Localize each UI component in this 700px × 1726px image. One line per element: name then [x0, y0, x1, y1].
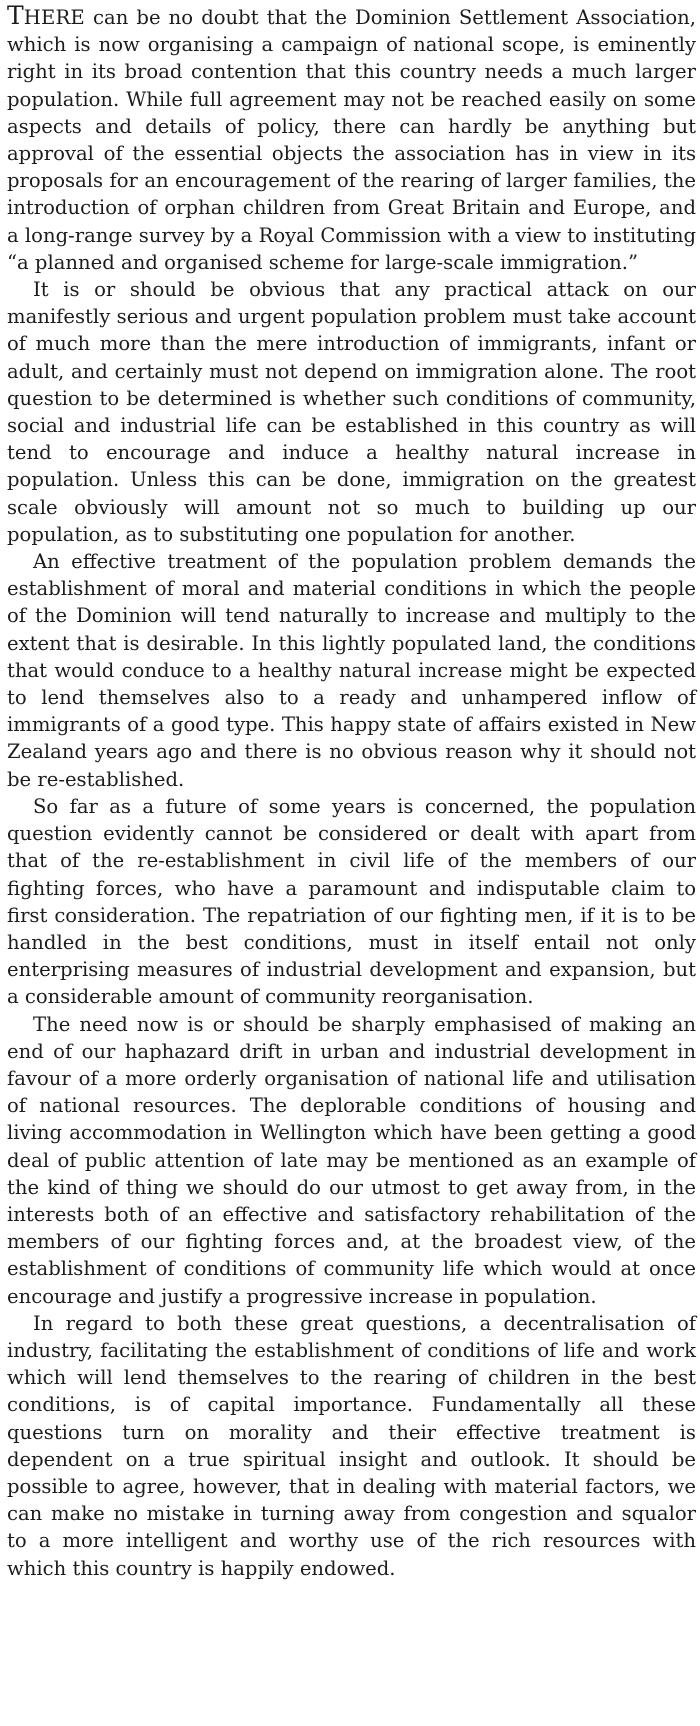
lead-word: HERE [23, 6, 85, 29]
paragraph-text: can be no doubt that the Dominion Settlement Association, which is now organising a campaign of national scope, is eminently right in its broad contention that this country needs a much larger population. While full agreement may not be reached easily on some aspects and details of policy, there can hardly be anything but approval of the essential objects the association has in view in its proposals for an encouragement of the rearing of larger families, the introduction of orphan children from Great Britain and Europe, and a long-range survey by a Royal Commission with a view to instituting “a planned and organised scheme for large-scale immigration.” [7, 6, 696, 274]
article-paragraph-4: So far as a future of some years is concerned, the population question evidently cannot be considered or dealt with apart from that of the re-establishment in civil life of the members of our fighting forces, who have a paramount and indisputable claim to first consideration. The repatriation of our fighting men, if it is to be handled in the best conditions, must in itself entail not only enterprising measures of industrial development and expansion, but a considerable amount of community reorganisation. [7, 794, 696, 1009]
lead-initial: T [7, 1, 24, 30]
article-paragraph-1 [7, 1, 696, 276]
article-paragraph-3: An effective treatment of the population problem demands the establishment of moral and material conditions in which the people of the Dominion will tend naturally to increase and multiply to the extent that is desirable. In this lightly populated land, the conditions that would conduce to a healthy natural increase might be expected to lend themselves also to a ready and unhampered inflow of immigrants of a good type. This happy state of affairs existed in New Zealand years ago and there is no obvious reason why it should not be re-established. [7, 550, 696, 791]
article-paragraph-2: It is or should be obvious that any practical attack on our manifestly serious and urgent population problem must take account of much more than the mere introduction of immigrants, infant or adult, and certainly must not depend on immigration alone. The root question to be determined is whether such conditions of community, social and industrial life can be established in this country as will tend to encourage and induce a healthy natural increase in population. Unless this can be done, immigration on the greatest scale obviously will amount not so much to building up our population, as to substituting one population for another. [7, 278, 696, 546]
article-paragraph-6: In regard to both these great questions, a decentralisation of industry, facilitating the establishment of conditions of life and work which will lend themselves to the rearing of children in the best conditions, is of capital importance. Fundamentally all these questions turn on morality and their effective treatment is dependent on a true spiritual insight and outlook. It should be possible to agree, however, that in dealing with material factors, we can make no mistake in turning away from congestion and squalor to a more intelligent and worthy use of the rich resources with which this country is happily endowed. [7, 1311, 696, 1580]
article-paragraph-5: The need now is or should be sharply emphasised of making an end of our haphazard drift in urban and industrial development in favour of a more orderly organisation of national life and utilisation of national resources. The deplorable conditions of housing and living accommodation in Wellington which have been getting a good deal of public attention of late may be mentioned as an example of the kind of thing we should do our utmost to get away from, in the interests both of an effective and satisfactory rehabilitation of the members of our fighting forces and, at the broadest view, of the establishment of conditions of community life which would at once encourage and justify a progressive increase in population. [7, 1012, 696, 1308]
